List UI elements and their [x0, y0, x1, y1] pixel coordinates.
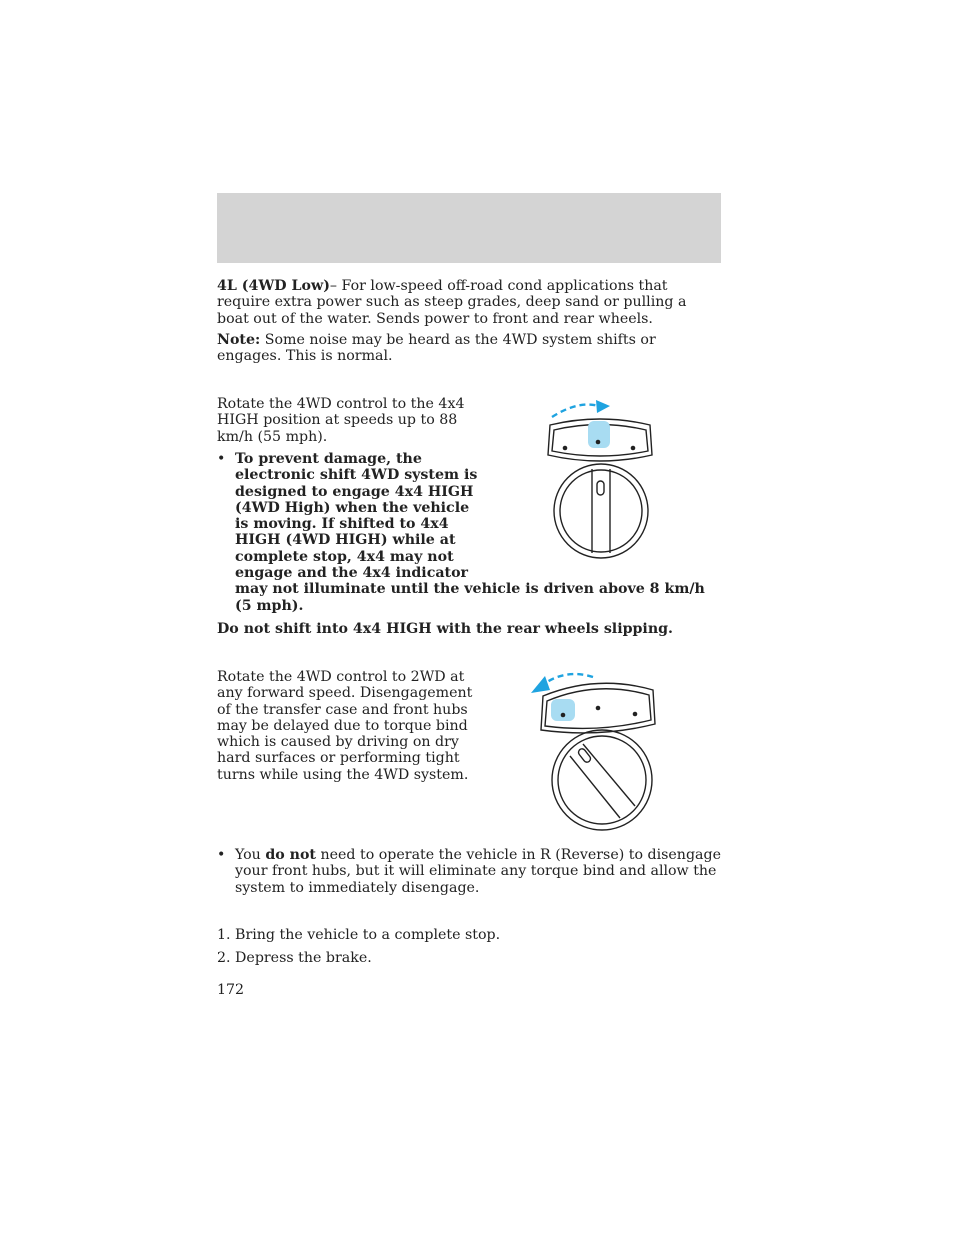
- position-dot-4x4-high: [596, 706, 601, 711]
- high-line-2: HIGH position at speeds up to 88: [217, 412, 458, 429]
- note-paragraph: [217, 332, 721, 365]
- knob-inner: [560, 470, 642, 552]
- position-dot-4l: [631, 446, 636, 451]
- arrow-icon: [552, 405, 602, 417]
- knob-inner: [558, 736, 646, 824]
- arrow-head-icon: [596, 400, 610, 413]
- high-line-1: Rotate the 4WD control to the 4x4: [217, 396, 465, 412]
- bullet-dot: •: [217, 451, 226, 467]
- high-bullet-line: electronic shift 4WD system is: [235, 467, 478, 484]
- position-dot-4l: [633, 712, 638, 717]
- arrow-head-icon: [531, 676, 550, 693]
- twowd-instructions: [217, 669, 472, 783]
- highlight-2wd: [551, 699, 575, 721]
- illustration-2wd-control: [525, 668, 660, 838]
- twowd-bullet-rest: need to operate the vehicle in R (Reverse) to disengage: [315, 847, 721, 863]
- step-2: 2. Depress the brake.: [217, 950, 372, 966]
- text-4l: – For low-speed off-road cond applications that require extra power such as steep grades, deep sand or pulling a boat out of the water. Sends power to front and rear wheels.: [217, 278, 687, 327]
- illustration-4x4-high-control: [540, 395, 660, 575]
- high-bullet-line: designed to engage 4x4 HIGH: [235, 483, 474, 500]
- twowd-line-3: of the transfer case and front hubs: [217, 701, 468, 718]
- twowd-line-6: hard surfaces or performing tight: [217, 750, 460, 767]
- position-dot-4x4-high: [596, 440, 601, 445]
- knob-outer: [552, 730, 652, 830]
- step-1: 1. Bring the vehicle to a complete stop.: [217, 927, 501, 943]
- high-bullet-line: (5 mph).: [235, 597, 304, 614]
- high-bullet-line: complete stop, 4x4 may not: [235, 548, 454, 565]
- twowd-line-5: which is caused by driving on dry: [217, 734, 459, 751]
- knob-outer: [554, 464, 648, 558]
- position-dot-2wd: [563, 446, 568, 451]
- twowd-bullet-pre: You: [235, 847, 266, 863]
- twowd-line-4: may be delayed due to torque bind: [217, 717, 468, 734]
- twowd-bullet-text: [235, 847, 721, 896]
- twowd-bullet-line-2: your front hubs, but it will eliminate any torque bind and allow the: [235, 863, 717, 880]
- high-bullet-line: may not illuminate until the vehicle is driven above 8 km/h: [235, 581, 705, 598]
- twowd-line-2: any forward speed. Disengagement: [217, 685, 473, 702]
- high-instructions: [217, 396, 464, 445]
- high-bullet-line: To prevent damage, the: [235, 451, 422, 467]
- position-dot-2wd: [561, 713, 566, 718]
- note-text: Some noise may be heard as the 4WD system shifts or engages. This is normal.: [217, 332, 656, 365]
- high-bullet-line: is moving. If shifted to 4x4: [235, 516, 449, 533]
- high-line-3: km/h (55 mph).: [217, 428, 328, 445]
- twowd-line-1: Rotate the 4WD control to 2WD at: [217, 669, 465, 685]
- knob-pointer: [597, 481, 604, 495]
- high-bullet-line: engage and the 4x4 indicator: [235, 565, 469, 582]
- twowd-bullet-bold: do not: [265, 847, 316, 863]
- twowd-line-7: turns while using the 4WD system.: [217, 766, 469, 783]
- intro-4l-paragraph: [217, 278, 721, 327]
- high-bullet-line: HIGH (4WD HIGH) while at: [235, 532, 456, 549]
- bullet-dot: •: [217, 847, 226, 863]
- twowd-bullet-line-3: system to immediately disengage.: [235, 879, 480, 896]
- label-4l: 4L (4WD Low): [217, 278, 330, 294]
- high-bullet-line: (4WD High) when the vehicle: [235, 499, 470, 516]
- page-number: 172: [217, 982, 245, 998]
- note-label: Note:: [217, 332, 261, 348]
- knob-pointer: [577, 747, 592, 763]
- high-warning: Do not shift into 4x4 HIGH with the rear wheels slipping.: [217, 621, 673, 637]
- section-header-bar: [217, 193, 721, 263]
